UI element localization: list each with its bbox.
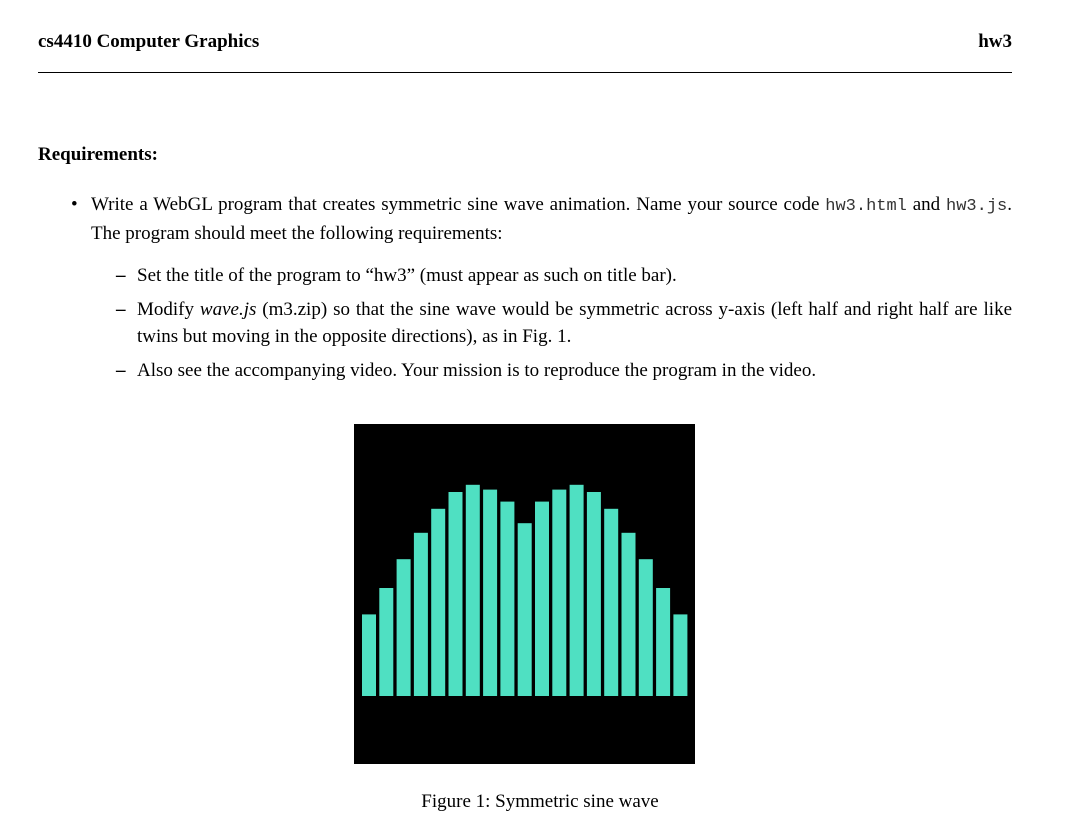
bullet-body — [91, 191, 1012, 247]
code-js-filename: hw3.js — [946, 197, 1008, 216]
page-header — [38, 30, 1012, 54]
figure-caption: Figure 1: Symmetric sine wave — [421, 791, 659, 812]
sub-item-text-post: (m3.zip) so that the sine wave would be symmetric across y-axis (left half and right half are like twins but moving in the opposite directions), as in Fig. 1. — [137, 299, 1012, 347]
assignment-label: hw3 — [978, 31, 1012, 52]
wave-bar — [535, 502, 549, 696]
wave-bar — [431, 509, 445, 696]
sub-item-text-pre: Modify — [137, 299, 200, 320]
requirement-sublist — [116, 262, 1012, 391]
sub-item-modify — [116, 296, 1012, 350]
bullet-marker: • — [71, 194, 78, 215]
wave-bar — [570, 485, 584, 696]
header-divider — [38, 72, 1012, 73]
dash-marker: – — [116, 299, 126, 320]
sub-item-text — [137, 296, 1012, 350]
wave-bar — [449, 492, 463, 696]
sub-item-text: Set the title of the program to “hw3” (must appear as such on title bar). — [137, 265, 677, 286]
sub-item-title — [116, 262, 1012, 289]
wave-bar — [604, 509, 618, 696]
wave-bar — [397, 559, 411, 696]
bullet-text-2: and — [906, 194, 947, 215]
wave-bar — [518, 523, 532, 696]
wave-js-filename: wave.js — [199, 299, 257, 320]
wave-bar — [673, 614, 687, 696]
wave-bar — [466, 485, 480, 696]
wave-bar — [379, 588, 393, 696]
dash-marker: – — [116, 265, 126, 286]
wave-bar — [639, 559, 653, 696]
code-html-filename: hw3.html — [825, 197, 907, 216]
wave-bar — [552, 490, 566, 696]
dash-marker: – — [116, 360, 126, 381]
sub-item-video — [116, 357, 1012, 384]
sine-wave-chart — [354, 424, 695, 764]
wave-bar — [622, 533, 636, 696]
wave-bar — [483, 490, 497, 696]
wave-bar — [587, 492, 601, 696]
requirement-bullet — [71, 191, 1012, 247]
wave-bar — [656, 588, 670, 696]
wave-bar — [500, 502, 514, 696]
sub-item-text: Also see the accompanying video. Your mission is to reproduce the program in the video. — [137, 360, 817, 381]
bullet-text-3: . The program should meet the following requirements: — [91, 194, 1012, 244]
wave-bar — [414, 533, 428, 696]
wave-bar — [362, 614, 376, 696]
figure-sine-wave — [354, 424, 695, 764]
section-title: Requirements: — [38, 144, 158, 165]
bullet-text-1: Write a WebGL program that creates symmetric sine wave animation. Name your source code — [91, 194, 826, 215]
course-title: cs4410 Computer Graphics — [38, 31, 260, 52]
